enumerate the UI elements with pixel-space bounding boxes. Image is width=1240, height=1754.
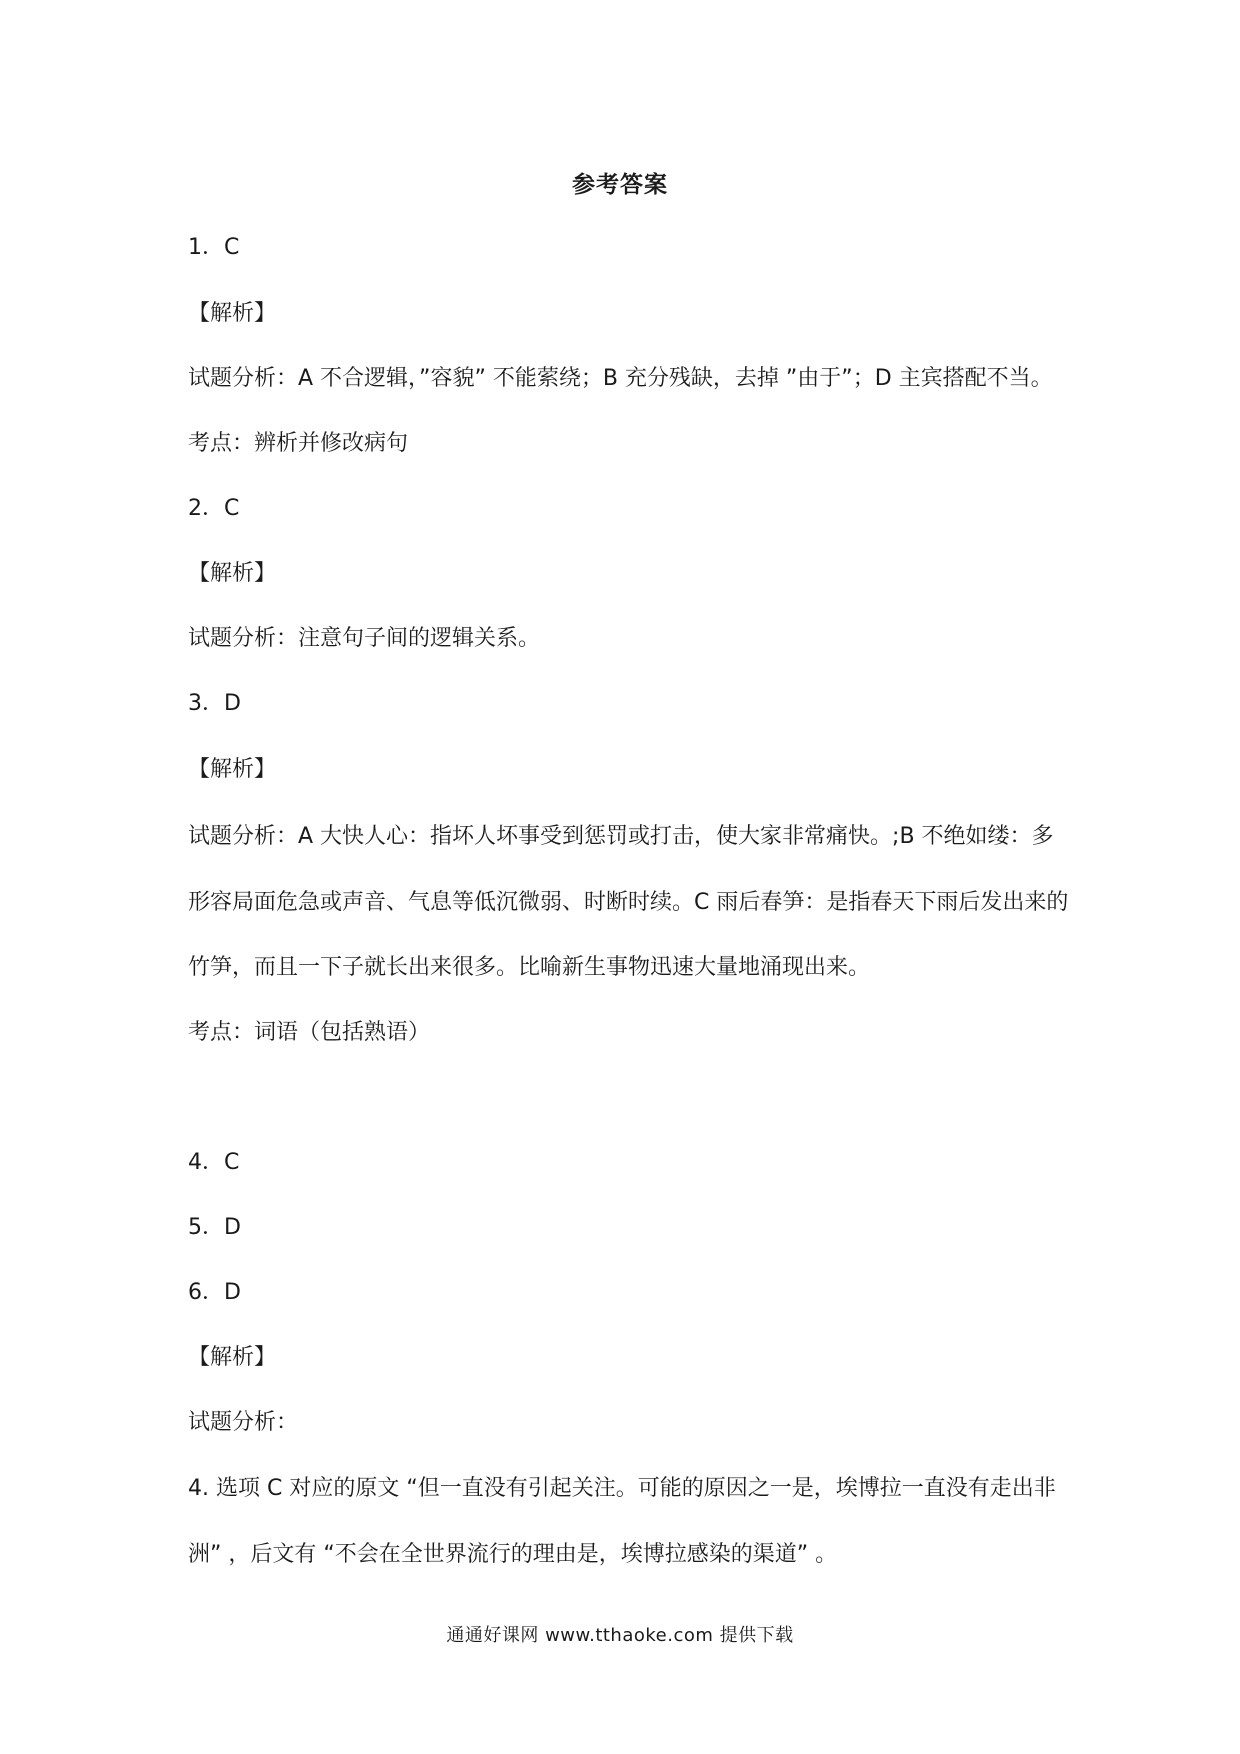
analysis-text-3-line-3: 竹笋，而且一下子就长出来很多。比喻新生事物迅速大量地涌现出来。 bbox=[188, 955, 871, 980]
analysis-text-3-line-1: 试题分析：A 大快人心：指坏人坏事受到惩罚或打击，使大家非常痛快。;B 不绝如缕：多 bbox=[188, 824, 1054, 849]
topic-1: 考点：辨析并修改病句 bbox=[188, 431, 409, 456]
answer-6: 6．D bbox=[188, 1280, 241, 1305]
analysis-text-4-line-2: 洲” ，后文有 “不会在全世界流行的理由是，埃博拉感染的渠道” 。 bbox=[188, 1542, 838, 1567]
analysis-text-4-intro: 试题分析： bbox=[188, 1410, 299, 1435]
analysis-text-2: 试题分析：注意句子间的逻辑关系。 bbox=[188, 626, 541, 651]
page-title: 参考答案 bbox=[572, 172, 668, 198]
analysis-heading-4: 【解析】 bbox=[188, 1345, 277, 1370]
page-footer: 通通好课网 www.tthaoke.com 提供下载 bbox=[446, 1625, 794, 1646]
answer-4: 4．C bbox=[188, 1150, 240, 1175]
analysis-text-1: 试题分析：A 不合逻辑，”容貌” 不能萦绕；B 充分残缺，去掉 ”由于”；D 主宾搭配不当。 bbox=[188, 366, 1053, 391]
topic-3: 考点：词语（包括熟语） bbox=[188, 1020, 431, 1045]
analysis-heading-1: 【解析】 bbox=[188, 301, 277, 326]
analysis-heading-2: 【解析】 bbox=[188, 561, 277, 586]
analysis-text-3-line-2: 形容局面危急或声音、气息等低沉微弱、时断时续。C 雨后春笋：是指春天下雨后发出来的 bbox=[188, 890, 1069, 915]
answer-5: 5．D bbox=[188, 1215, 241, 1240]
analysis-heading-3: 【解析】 bbox=[188, 757, 277, 782]
answer-3: 3．D bbox=[188, 691, 241, 716]
answer-2: 2．C bbox=[188, 496, 240, 521]
answer-1: 1．C bbox=[188, 235, 240, 260]
analysis-text-4-line-1: 4. 选项 C 对应的原文 “但一直没有引起关注。可能的原因之一是，埃博拉一直没有走出非 bbox=[188, 1476, 1056, 1501]
